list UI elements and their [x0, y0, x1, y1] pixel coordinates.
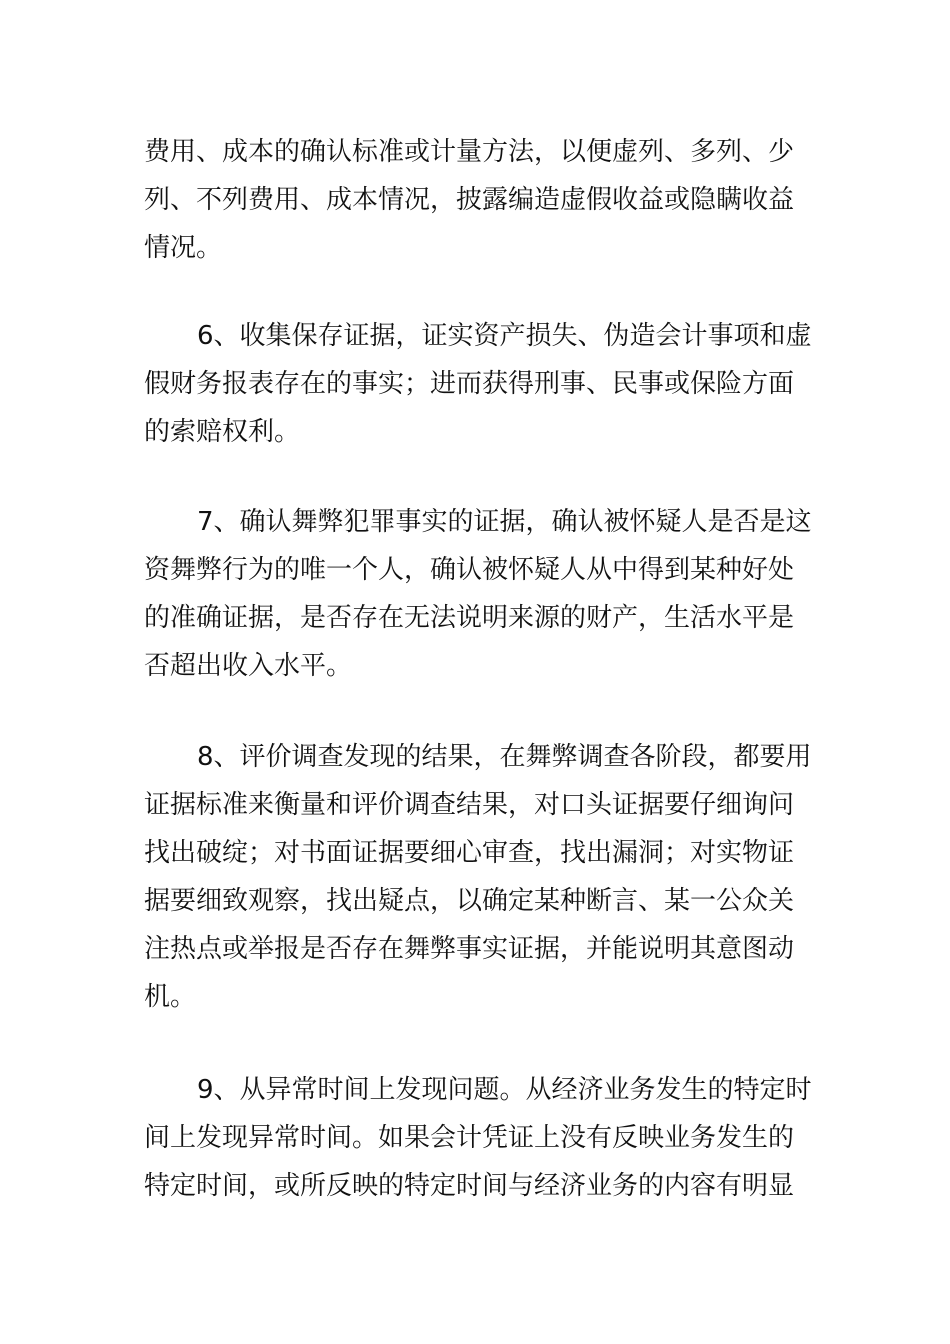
text-line: 特定时间，或所反映的特定时间与经济业务的内容有明显 [144, 1171, 795, 1201]
text-line: 证据标准来衡量和评价调查结果，对口头证据要仔细询问 [144, 790, 795, 820]
text-line: 注热点或举报是否存在舞弊事实证据，并能说明其意图动 [144, 934, 795, 964]
text-line: 7、确认舞弊犯罪事实的证据，确认被怀疑人是否是这 [197, 507, 812, 537]
paragraph-5-continuation [144, 128, 810, 272]
paragraph-9 [144, 1066, 810, 1210]
text-line: 资舞弊行为的唯一个人，确认被怀疑人从中得到某种好处 [144, 555, 795, 585]
text-line: 的准确证据，是否存在无法说明来源的财产，生活水平是 [144, 603, 795, 633]
text-line: 费用、成本的确认标准或计量方法，以便虚列、多列、少 [144, 137, 795, 167]
text-line: 找出破绽；对书面证据要细心审查，找出漏洞；对实物证 [144, 838, 795, 868]
text-line: 的索赔权利。 [144, 417, 301, 447]
text-line: 机。 [144, 982, 197, 1012]
text-line: 情况。 [144, 233, 223, 263]
text-line: 9、从异常时间上发现问题。从经济业务发生的特定时 [197, 1075, 812, 1105]
text-line: 列、不列费用、成本情况，披露编造虚假收益或隐瞒收益 [144, 185, 795, 215]
paragraph-8 [144, 733, 810, 1021]
text-line: 间上发现异常时间。如果会计凭证上没有反映业务发生的 [144, 1123, 795, 1153]
text-line: 否超出收入水平。 [144, 651, 353, 681]
text-line: 8、评价调查发现的结果，在舞弊调查各阶段，都要用 [197, 742, 812, 772]
paragraph-6 [144, 312, 810, 456]
text-line: 据要细致观察，找出疑点，以确定某种断言、某一公众关 [144, 886, 795, 916]
paragraph-7 [144, 498, 810, 690]
text-line: 假财务报表存在的事实；进而获得刑事、民事或保险方面 [144, 369, 795, 399]
text-line: 6、收集保存证据，证实资产损失、伪造会计事项和虚 [197, 321, 812, 351]
